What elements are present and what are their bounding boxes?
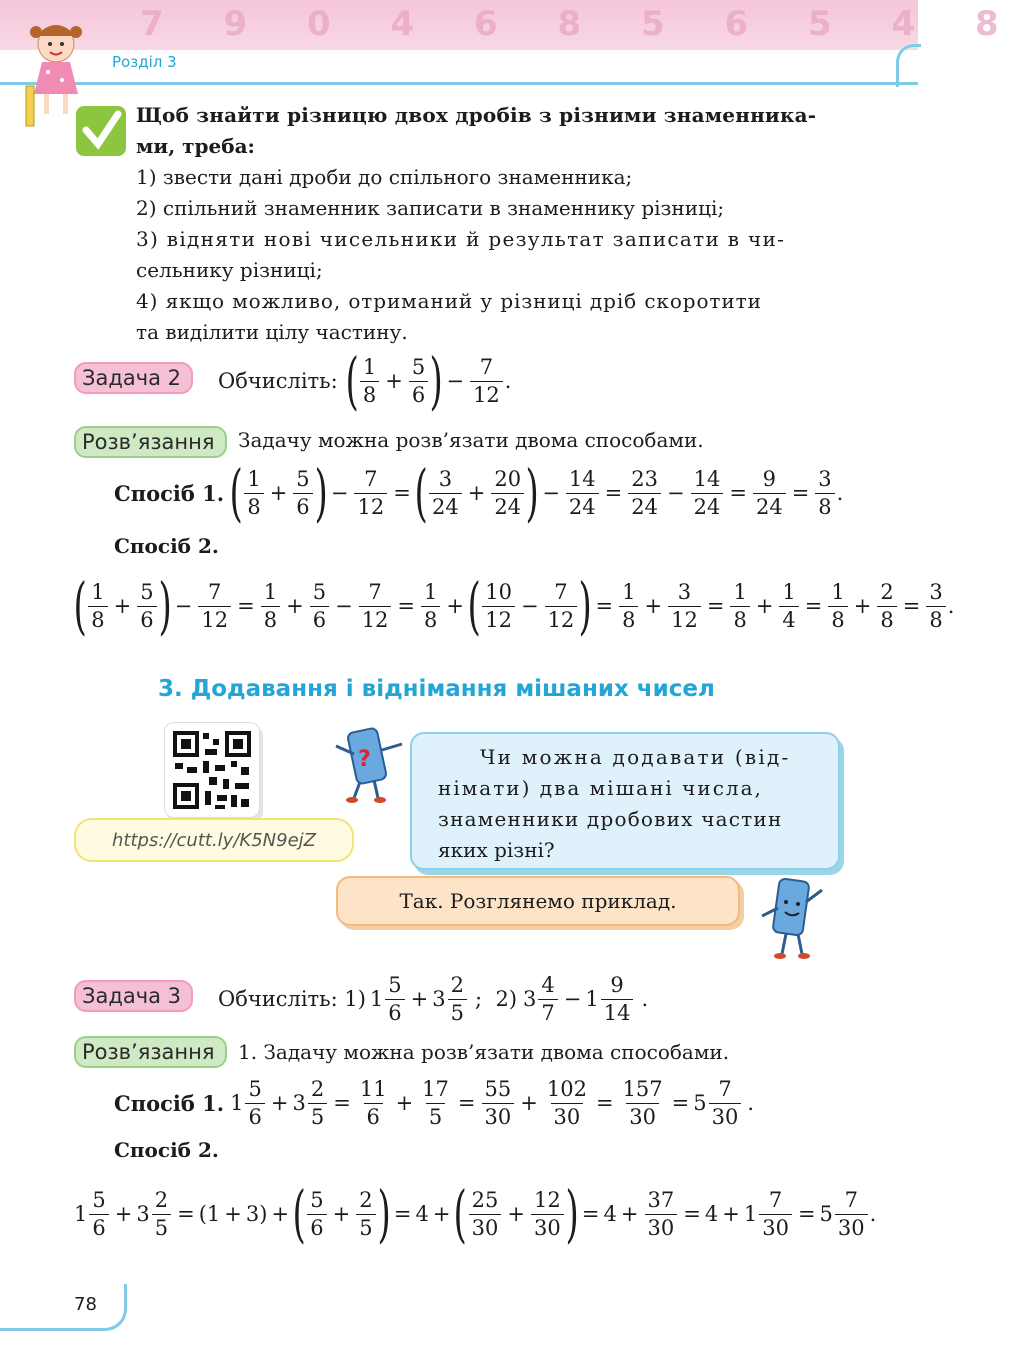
task3-expression: Обчисліть: 1) 1 $\frac{5}{6}$ + 3 $\frac{2}{5}$ ; 2) 3 $\frac{4}{7}$ − 1 $\frac{9}{14}$ . <box>218 972 649 1025</box>
rule-intro-1: Щоб знайти різницю двох дробів з різними знаменника- <box>136 103 817 127</box>
rule-step-1: 1) звести дані дроби до спільного знаменника; <box>136 165 633 189</box>
phone-mascot-question-icon <box>330 724 410 804</box>
rule-step-2: 2) спільний знаменник записати в знаменнику різниці; <box>136 196 725 220</box>
solution3-way2-label: Спосіб 2. <box>114 1138 219 1162</box>
solution2-way2: ( $\frac{1}{8}$ + $\frac{5}{6}$ ) − $\frac{7}{12}$ = $\frac{1}{8}$ + $\frac{5}{6}$ − $\frac{7}{12}$ = $\frac{1}{8}$ + ( $\frac{10}{12}$ − $\frac{7}{12}$ ) = $\frac{1}{8}$ + $\frac{3}{12}$ = $\frac{1}{8}$ + $\frac{1}{4}$ = $\frac{1}{8}$ + $\frac{2}{8}$ = $\frac{3}{8}$ . <box>73 569 955 642</box>
solution3-way1: Спосіб 1. 1 $\frac{5}{6}$ + 3 $\frac{2}{5}$ = $\frac{11}{6}$ + $\frac{17}{5}$ = $\frac{55}{30}$ + $\frac{102}{30}$ = $\frac{157}{30}$ = 5 $\frac{7}{30}$ . <box>114 1076 755 1129</box>
checkmark-icon <box>72 102 130 160</box>
question-line-2: німати) два мішані числа, <box>438 776 763 800</box>
question-bubble <box>410 732 840 870</box>
page-number: 78 <box>74 1294 97 1315</box>
solution2-badge: Розв’язання <box>74 426 227 458</box>
page-number-frame <box>0 1284 127 1331</box>
header-decoration: 7 9 0 4 6 8 5 6 5 4 8 <box>140 4 1023 44</box>
solution2-way1: Спосіб 1. ( $\frac{1}{8}$ + $\frac{5}{6}$ ) − $\frac{7}{12}$ = ( $\frac{3}{24}$ + $\frac{20}{24}$ ) − $\frac{14}{24}$ = $\frac{23}{24}$ − $\frac{14}{24}$ = $\frac{9}{24}$ = $\frac{3}{8}$ . <box>114 456 844 529</box>
phone-mascot-icon <box>752 872 832 962</box>
section-label: Розділ 3 <box>112 53 177 71</box>
rule-step-4b: та виділити цілу частину. <box>136 320 408 344</box>
answer-bubble: Так. Розглянемо приклад. <box>336 876 740 926</box>
rule-step-3b: сельнику різниці; <box>136 258 323 282</box>
task2-expression: Обчисліть: ( $\frac{1}{8}$ + $\frac{5}{6}$ ) − $\frac{7}{12}$ . <box>218 344 512 417</box>
rule-intro-2: ми, треба: <box>136 134 255 158</box>
question-line-4: яких різні? <box>438 838 555 862</box>
qr-code-icon <box>165 723 259 817</box>
svg-text:?: ? <box>358 747 371 772</box>
solution3-way2: 1 $\frac{5}{6}$ + 3 $\frac{2}{5}$ = (1 + 3) + ( $\frac{5}{6}$ + $\frac{2}{5}$ ) = 4 + ( $\frac{25}{30}$ + $\frac{12}{30}$ ) = 4 + $\frac{37}{30}$ = 4 + 1 $\frac{7}{30}$ = 5 $\frac{7}{30}$ . <box>74 1177 877 1250</box>
solution2-way2-label: Спосіб 2. <box>114 534 219 558</box>
header-corner <box>896 44 921 87</box>
rule-block <box>136 100 846 348</box>
question-line-1: Чи можна додавати (від- <box>480 745 791 769</box>
qr-code[interactable] <box>164 722 260 818</box>
section3-title: 3. Додавання і віднімання мішаних чисел <box>158 676 715 702</box>
rule-step-4a: 4) якщо можливо, отриманий у різниці дріб скоротити <box>136 289 762 313</box>
solution2-text: Задачу можна розв’язати двома способами. <box>238 428 704 452</box>
rule-step-3a: 3) відняти нові чисельники й результат записати в чи- <box>136 227 786 251</box>
qr-link[interactable]: https://cutt.ly/K5N9ejZ <box>74 818 354 862</box>
solution3-text: 1. Задачу можна розв’язати двома способами. <box>238 1040 730 1064</box>
question-line-3: знаменники дробових частин <box>438 807 783 831</box>
task2-badge: Задача 2 <box>74 362 193 394</box>
header-divider <box>0 82 918 85</box>
task3-badge: Задача 3 <box>74 980 193 1012</box>
solution3-badge: Розв’язання <box>74 1036 227 1068</box>
